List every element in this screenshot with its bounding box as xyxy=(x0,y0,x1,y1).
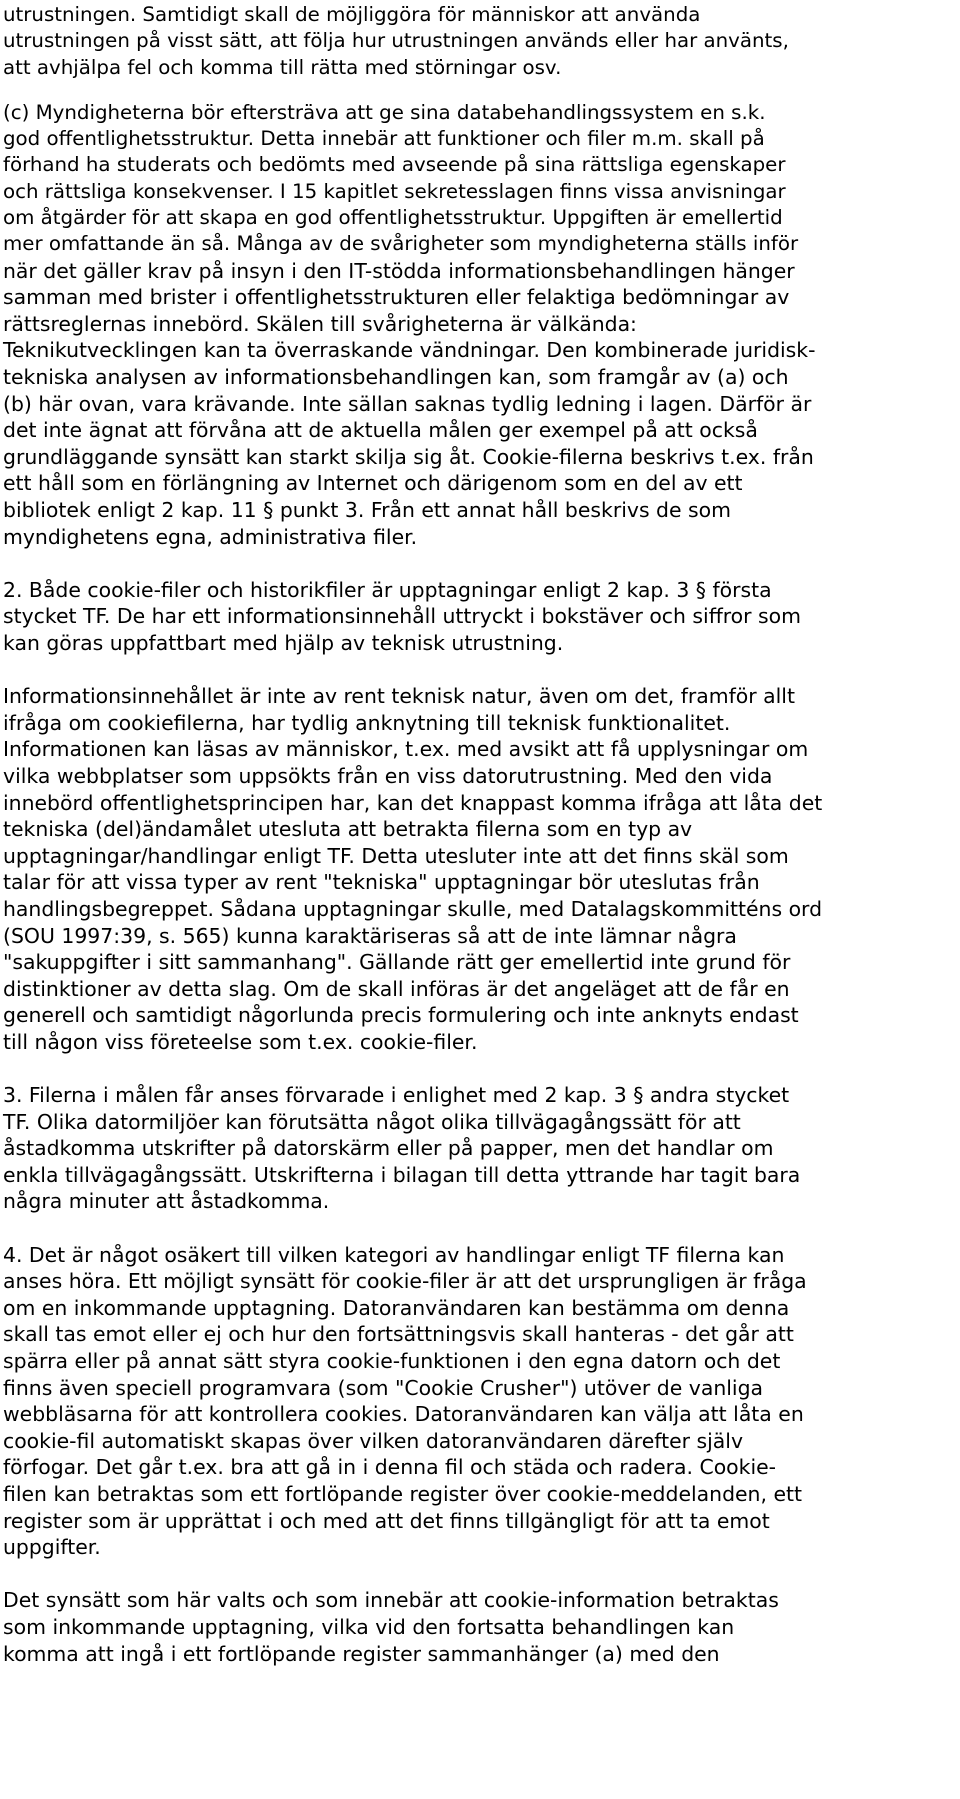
paragraph-c xyxy=(3,100,960,258)
text-line: om åtgärder för att skapa en god offentlighetsstruktur. Uppgiften är emellertid xyxy=(3,206,783,230)
text-line: cookie-fil automatiskt skapas över vilken datoranvändaren därefter själv xyxy=(3,1428,744,1453)
text-line: (c) Myndigheterna bör eftersträva att ge sina databehandlingssystem en s.k. xyxy=(3,100,766,124)
text-line: register som är upprättat i och med att det finns tillgängligt för att ta emot xyxy=(3,1508,770,1533)
text-line: myndighetens egna, administrativa filer. xyxy=(3,524,418,549)
text-line: stycket TF. De har ett informationsinnehåll uttryckt i bokstäver och siffror som xyxy=(3,604,801,629)
text-line: utrustningen. Samtidigt skall de möjliggöra för människor att använda xyxy=(3,3,701,26)
text-line: 2. Både cookie-filer och historikfiler är upptagningar enligt 2 kap. 3 § första xyxy=(3,577,772,602)
text-line: skall tas emot eller ej och hur den fortsättningsvis skall hanteras - det går att xyxy=(3,1322,794,1347)
text-line: att avhjälpa fel och komma till rätta med störningar osv. xyxy=(3,55,562,79)
text-line: spärra eller på annat sätt styra cookie-funktionen i den egna datorn och det xyxy=(3,1349,781,1374)
text-line: som inkommande upptagning, vilka vid den fortsatta behandlingen kan xyxy=(3,1614,735,1639)
paragraph-gap xyxy=(3,550,960,577)
text-line: god offentlighetsstruktur. Detta innebär att funktioner och filer m.m. skall på xyxy=(3,127,765,151)
text-line: utrustningen på visst sätt, att följa hur utrustningen används eller har använts, xyxy=(3,29,789,53)
top-section xyxy=(3,2,960,258)
paragraph-4 xyxy=(3,1242,960,1561)
text-line: om en inkommande upptagning. Datoranvändaren kan bestämma om denna xyxy=(3,1295,790,1320)
text-line: ifråga om cookiefilerna, har tydlig anknytning till teknisk funktionalitet. xyxy=(3,710,731,735)
text-line: det inte ägnat att förvåna att de aktuella målen ger exempel på att också xyxy=(3,418,758,443)
text-line: och rättsliga konsekvenser. I 15 kapitlet sekretesslagen finns vissa anvisningar xyxy=(3,179,786,203)
text-line: bibliotek enligt 2 kap. 11 § punkt 3. Från ett annat håll beskrivs de som xyxy=(3,498,731,523)
paragraph-gap xyxy=(3,657,960,684)
text-line: kan göras uppfattbart med hjälp av teknisk utrustning. xyxy=(3,630,564,655)
text-line: 3. Filerna i målen får anses förvarade i enlighet med 2 kap. 3 § andra stycket xyxy=(3,1083,790,1108)
text-line: TF. Olika datormiljöer kan förutsätta något olika tillvägagångssätt för att xyxy=(3,1109,741,1134)
text-line: samman med brister i offentlighetsstrukturen eller felaktiga bedömningar av xyxy=(3,285,790,310)
text-line: åstadkomma utskrifter på datorskärm eller på papper, men det handlar om xyxy=(3,1136,774,1161)
text-line: tekniska (del)ändamålet utesluta att betrakta filerna som en typ av xyxy=(3,817,693,842)
text-line: förfogar. Det går t.ex. bra att gå in i denna fil och städa och radera. Cookie- xyxy=(3,1455,777,1480)
text-line: när det gäller krav på insyn i den IT-stödda informationsbehandlingen hänger xyxy=(3,258,795,283)
paragraph-gap xyxy=(3,1055,960,1082)
text-line: rättsreglernas innebörd. Skälen till svårigheterna är välkända: xyxy=(3,311,637,336)
paragraph-info xyxy=(3,683,960,1055)
paragraph-3 xyxy=(3,1082,960,1215)
text-line: finns även speciell programvara (som "Cookie Crusher") utöver de vanliga xyxy=(3,1375,764,1400)
text-line: Informationen kan läsas av människor, t.ex. med avsikt att få upplysningar om xyxy=(3,737,809,762)
text-line: "sakuppgifter i sitt sammanhang". Gällande rätt ger emellertid inte grund för xyxy=(3,950,791,975)
text-line: generell och samtidigt någorlunda precis formulering och inte anknyts endast xyxy=(3,1003,799,1028)
text-line: (SOU 1997:39, s. 565) kunna karaktäriseras så att de inte lämnar några xyxy=(3,923,737,948)
paragraph-2 xyxy=(3,577,960,657)
text-line: handlingsbegreppet. Sådana upptagningar skulle, med Datalagskommitténs ord xyxy=(3,896,823,921)
paragraph-gap xyxy=(3,1215,960,1242)
paragraph-final xyxy=(3,1587,960,1667)
paragraph-gap xyxy=(3,1561,960,1588)
text-line: upptagningar/handlingar enligt TF. Detta utesluter inte att det finns skäl som xyxy=(3,843,789,868)
text-line: några minuter att åstadkomma. xyxy=(3,1189,330,1214)
text-line: förhand ha studerats och bedömts med avseende på sina rättsliga egenskaper xyxy=(3,153,786,177)
main-section xyxy=(3,258,960,1667)
text-line: ett håll som en förlängning av Internet och därigenom som en del av ett xyxy=(3,471,743,496)
text-line: webbläsarna för att kontrollera cookies. Datoranvändaren kan välja att låta en xyxy=(3,1402,804,1427)
text-line: Teknikutvecklingen kan ta överraskande vändningar. Den kombinerade juridisk- xyxy=(3,338,816,363)
paragraph-gap xyxy=(3,81,960,100)
paragraph-intro xyxy=(3,2,960,81)
text-line: Informationsinnehållet är inte av rent teknisk natur, även om det, framför allt xyxy=(3,684,795,709)
paragraph-c-continued xyxy=(3,258,960,551)
text-line: enkla tillvägagångssätt. Utskrifterna i bilagan till detta yttrande har tagit bara xyxy=(3,1162,801,1187)
text-line: till någon viss företeelse som t.ex. cookie-filer. xyxy=(3,1029,478,1054)
text-line: 4. Det är något osäkert till vilken kategori av handlingar enligt TF filerna kan xyxy=(3,1242,785,1267)
text-line: vilka webbplatser som uppsökts från en viss datorutrustning. Med den vida xyxy=(3,763,773,788)
text-line: Det synsätt som här valts och som innebär att cookie-information betraktas xyxy=(3,1588,779,1613)
text-line: grundläggande synsätt kan starkt skilja sig åt. Cookie-filerna beskrivs t.ex. från xyxy=(3,444,814,469)
text-line: anses höra. Ett möjligt synsätt för cookie-filer är att det ursprungligen är fråga xyxy=(3,1269,807,1294)
text-line: tekniska analysen av informationsbehandlingen kan, som framgår av (a) och xyxy=(3,365,789,390)
text-line: filen kan betraktas som ett fortlöpande register över cookie-meddelanden, ett xyxy=(3,1481,802,1506)
text-line: distinktioner av detta slag. Om de skall införas är det angeläget att de får en xyxy=(3,976,790,1001)
text-line: uppgifter. xyxy=(3,1535,101,1560)
text-line: (b) här ovan, vara krävande. Inte sällan saknas tydlig ledning i lagen. Därför är xyxy=(3,391,812,416)
text-line: talar för att vissa typer av rent "tekniska" upptagningar bör uteslutas från xyxy=(3,870,760,895)
text-line: innebörd offentlighetsprincipen har, kan det knappast komma ifråga att låta det xyxy=(3,790,823,815)
text-line: mer omfattande än så. Många av de svårigheter som myndigheterna ställs inför xyxy=(3,232,799,256)
text-line: komma att ingå i ett fortlöpande register sammanhänger (a) med den xyxy=(3,1641,720,1666)
